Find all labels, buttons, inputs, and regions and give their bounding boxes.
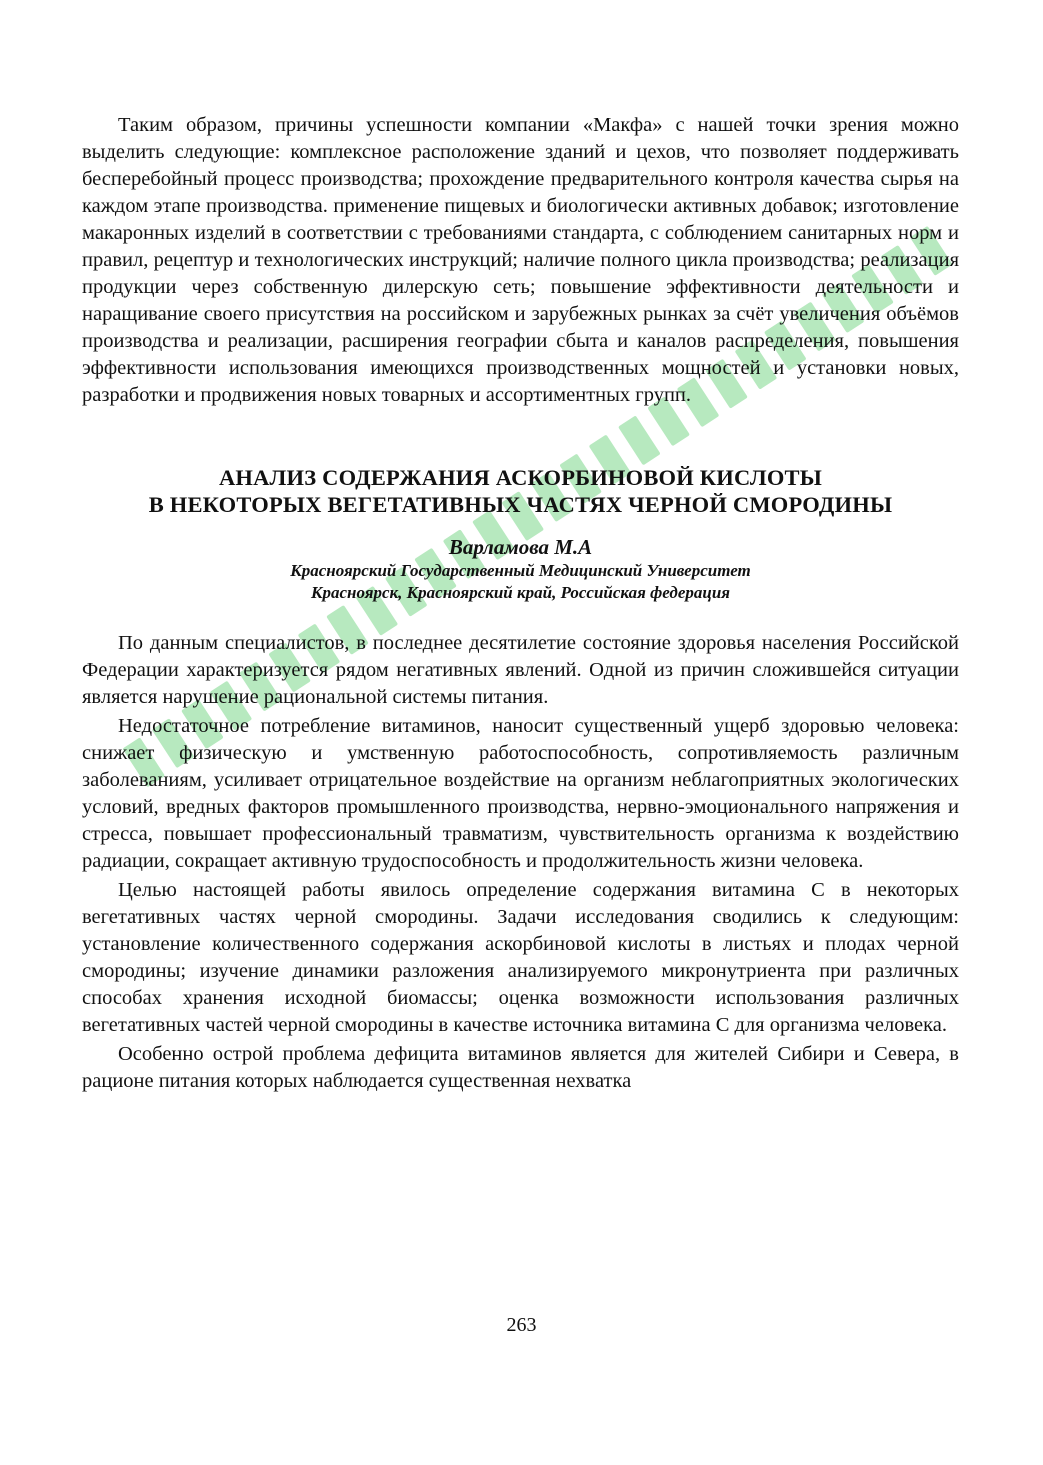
- article-paragraph: Недостаточное потребление витаминов, наносит существенный ущерб здоровью человека: снижает физическую и умственную работоспособность, сопротивляемость различным заболеваниям, усиливает отрицательное воздействие на организм неблагоприятных экологических условий, вредных факторов промышленного производства, нервно-эмоционального напряжения и стресса, повышает профессиональный травматизм, чувствительность организма к воздействию радиации, сокращает активную трудоспособность и продолжительность жизни человека.: [82, 715, 959, 872]
- article-paragraph: По данным специалистов, в последнее десятилетие состояние здоровья населения Российской Федерации характеризуется рядом негативных явлений. Одной из причин сложившейся ситуации является нарушение рациональной системы питания.: [82, 632, 959, 708]
- article-author: Варламова М.А: [448, 535, 593, 559]
- intro-paragraph: Таким образом, причины успешности компании «Макфа» с нашей точки зрения можно выделить следующие: комплексное расположение зданий и цехов, что позволяет поддерживать бесперебойный процесс производства; прохождение предварительного контроля качества сырья на каждом этапе производства. применение пищевых и биологически активных добавок; изготовление макаронных изделий в соответствии с требованиями стандарта, с соблюдением санитарных норм и правил, рецептур и технологических инструкций; наличие полного цикла производства; реализация продукции через собственную дилерскую сеть; повышение эффективности деятельности и наращивание своего присутствия на российском и зарубежных рынках за счёт увеличения объёмов производства и реализации, расширения географии сбыта и каналов распределения, повышения эффективности использования имеющихся производственных мощностей и установки новых, разработки и продвижения новых товарных и ассортиментных групп.: [82, 114, 959, 406]
- page-number: 263: [506, 1314, 537, 1336]
- article-paragraph: Целью настоящей работы явилось определение содержания витамина С в некоторых вегетативных частях черной смородины. Задачи исследования сводились к следующим: установление количественного содержания аскорбиновой кислоты в листьях и плодах черной смородины; изучение динамики разложения анализируемого микронутриента при различных способах хранения исходной биомассы; оценка возможности использования различных вегетативных частей черной смородины в качестве источника витамина С для организма человека.: [82, 879, 959, 1036]
- article-body: [82, 630, 959, 1095]
- article-affiliation-line-2: Красноярск, Красноярский край, Российская федерация: [310, 583, 731, 602]
- document-page: [82, 112, 959, 1095]
- article-header: [82, 464, 959, 604]
- article-title-line-2: В НЕКОТОРЫХ ВЕГЕТАТИВНЫХ ЧАСТЯХ ЧЕРНОЙ СМОРОДИНЫ: [148, 492, 893, 517]
- article-affiliation-line-1: Красноярский Государственный Медицинский Университет: [290, 561, 751, 580]
- article-title-line-1: АНАЛИЗ СОДЕРЖАНИЯ АСКОРБИНОВОЙ КИСЛОТЫ: [218, 465, 823, 490]
- article-paragraph: Особенно острой проблема дефицита витаминов является для жителей Сибири и Севера, в рационе питания которых наблюдается существенная нехватка: [82, 1043, 959, 1092]
